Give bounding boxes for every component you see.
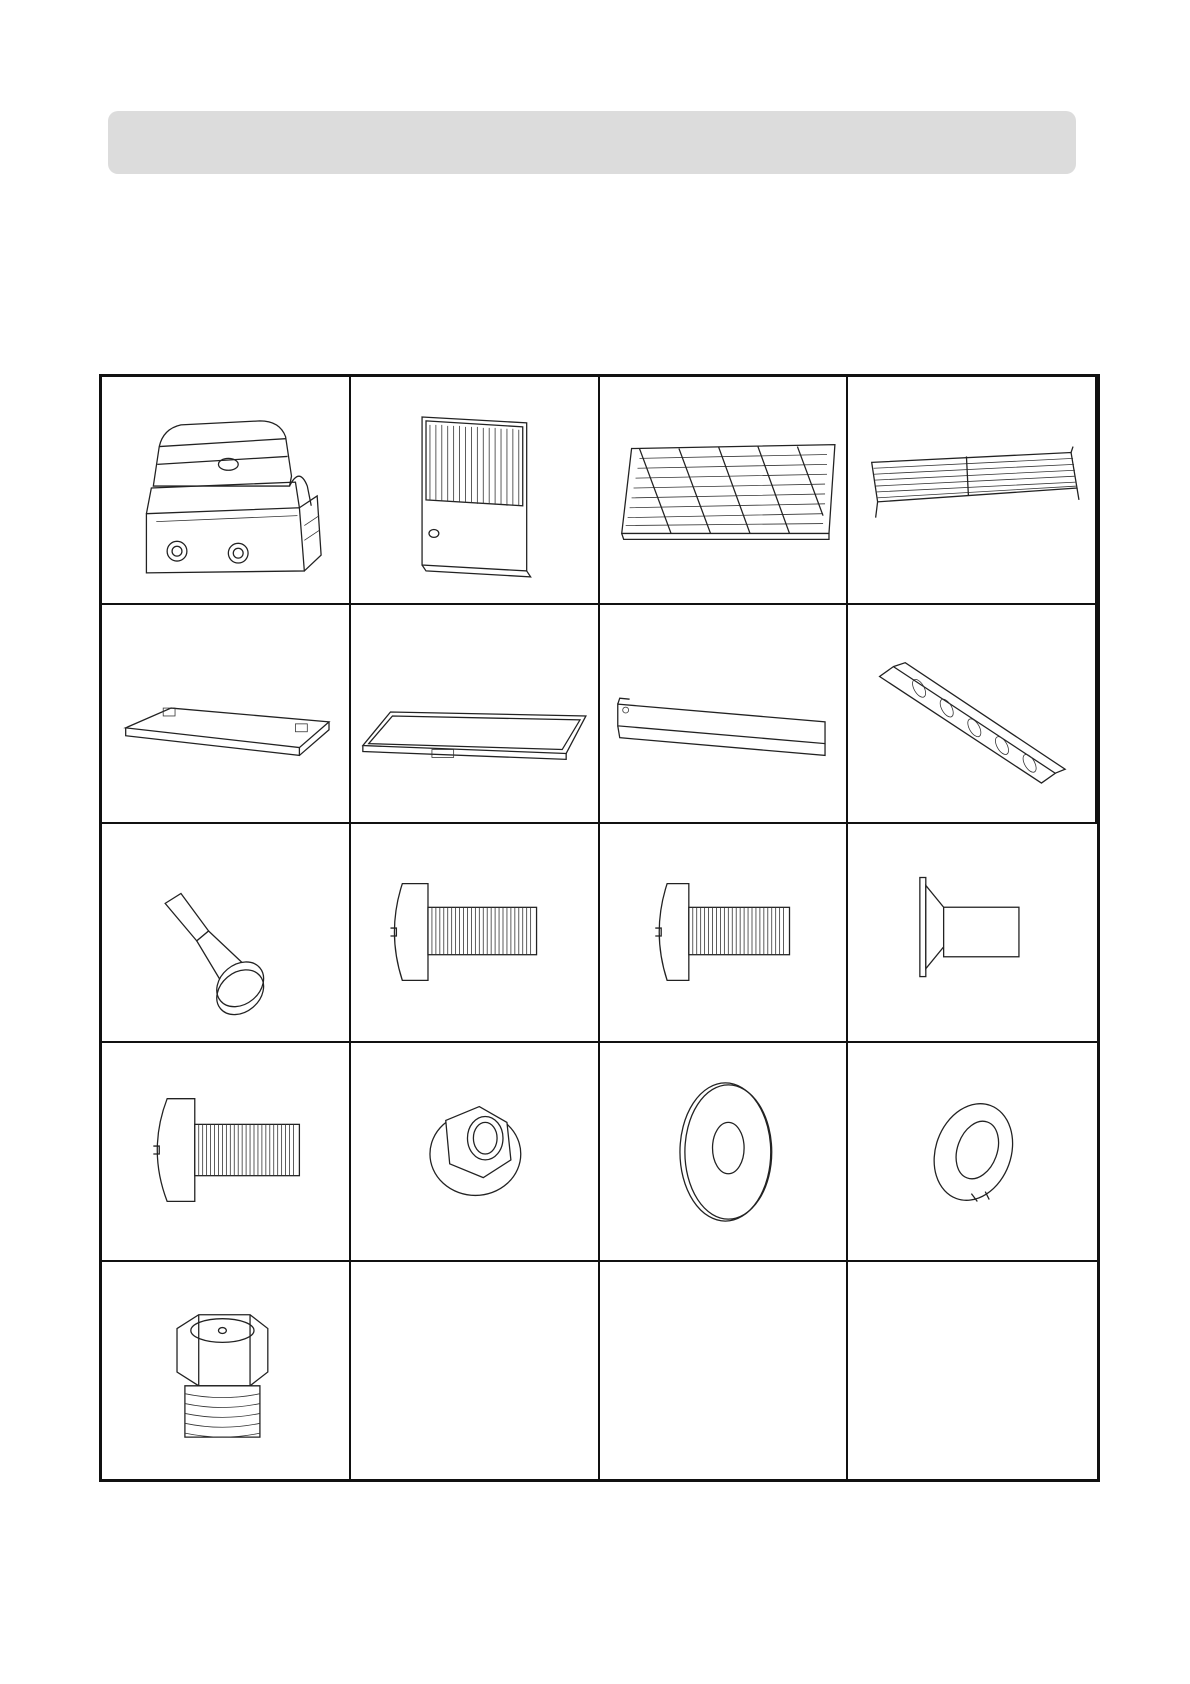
part-cell-cooking-grate [600,377,849,605]
cooking-grate-icon [600,377,847,603]
flat-head-bolt-icon [848,824,1097,1041]
part-cell-empty-2 [600,1262,849,1479]
part-cell-screw-large [351,824,600,1043]
flange-nut-icon [351,1043,598,1260]
grease-tray-icon [351,605,598,822]
screw-medium-icon [600,824,847,1041]
gas-orifice-icon [102,1262,349,1479]
part-cell-side-rail [600,605,849,824]
part-cell-flat-washer [600,1043,849,1262]
part-cell-bottom-panel [102,605,351,824]
flat-washer-icon [600,1043,847,1260]
parts-grid [99,374,1100,1482]
part-cell-spring-washer [848,1043,1097,1262]
part-cell-grease-tray [351,605,600,824]
part-cell-leveling-foot [102,824,351,1043]
part-cell-screw-short [102,1043,351,1262]
part-cell-perforated-bracket [848,605,1097,824]
bottom-panel-icon [102,605,349,822]
spring-washer-icon [848,1043,1097,1260]
screw-large-icon [351,824,598,1041]
part-cell-warming-rack [848,377,1097,605]
part-cell-flat-head-bolt [848,824,1097,1043]
leveling-foot-icon [102,824,349,1041]
screw-short-icon [102,1043,349,1260]
section-header-bar [108,111,1076,174]
part-cell-heat-plate [351,377,600,605]
heat-plate-icon [351,377,598,603]
warming-rack-icon [848,377,1095,603]
perforated-bracket-icon [848,605,1095,822]
part-cell-gas-orifice [102,1262,351,1479]
part-cell-empty-3 [848,1262,1097,1479]
part-cell-flange-nut [351,1043,600,1262]
part-cell-empty-1 [351,1262,600,1479]
grill-head-icon [102,377,349,603]
side-rail-icon [600,605,847,822]
part-cell-screw-medium [600,824,849,1043]
part-cell-grill-head [102,377,351,605]
